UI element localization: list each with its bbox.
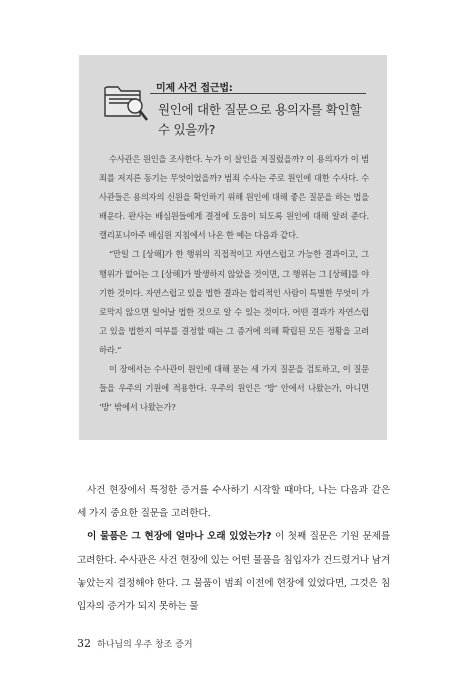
box-paragraph: 수사관은 원인을 조사한다. 누가 이 살인을 저질렀을까? 이 용의자가 이 범죄를 저지른 동기는 무엇이었을까? 범죄 수사는 주로 원인에 대한 수사다. 수사관들은 용의자의 신원을 확인하기 위해 원인에 대해 좋은 질문을 하는 법을 배운다. 판사는 배심원들에게 결정에 도움이 되도록 원인에 대해 알려 준다. 캘리포니아주 배심원 지침에서 나온 한 예는 다음과 같다. xyxy=(99,154,369,241)
divider xyxy=(150,93,366,94)
box-quote: “만일 그 [상해]가 한 행위의 직접적이고 자연스럽고 가능한 결과이고, 그 행위가 없어는 그 [상해]가 발생하지 않았을 것이면, 그 행위는 그 [상해]를 야기한 것이다. 자연스럽고 있을 법한 결과는 합리적인 사람이 특별한 무엇이 가로막지 않으면 일어날 법한 것으로 알 수 있는 것이다. 어떤 결과가 자연스럽고 있을 법한지 여부를 결정할 때는 그 증거에 의해 확립된 모든 정황을 고려하라.” xyxy=(99,249,369,355)
page-number: 32 xyxy=(77,637,91,650)
page-footer xyxy=(77,637,193,650)
box-body xyxy=(99,150,369,417)
box-paragraph: 이 장에서는 수사관이 원인에 대해 묻는 세 가지 질문을 검토하고, 이 질문들을 우주의 기원에 적용한다. 우주의 원인은 ‘방’ 안에서 나왔는가, 아니면 ‘방’ 밖에서 나왔는가? xyxy=(99,364,369,413)
main-paragraph: 사건 현장에서 특정한 증거를 수사하기 시작할 때마다, 나는 다음과 같은 세 가지 중요한 질문을 고려한다. xyxy=(77,485,390,520)
main-text xyxy=(77,479,390,618)
bold-question: 이 물품은 그 현장에 얼마나 오래 있었는가? xyxy=(87,531,272,543)
main-paragraph xyxy=(77,525,390,618)
box-title: 원인에 대한 질문으로 용의자를 확인할 수 있을까? xyxy=(158,102,362,137)
folder-magnifier-icon xyxy=(102,76,150,124)
running-title: 하나님의 우주 창조 증거 xyxy=(97,640,193,650)
box-label: 미제 사건 접근법: xyxy=(156,83,233,94)
paragraph-text: 이 첫째 질문은 기원 문제를 고려한다. 수사관은 사건 현장에 있는 어떤 물품을 침입자가 건드렸거나 남겨 놓았는지 결정해야 한다. 그 물품이 범죄 이전에 현장에 있었다면, 그것은 침입자의 증거가 되지 못하는 물 xyxy=(77,531,390,613)
